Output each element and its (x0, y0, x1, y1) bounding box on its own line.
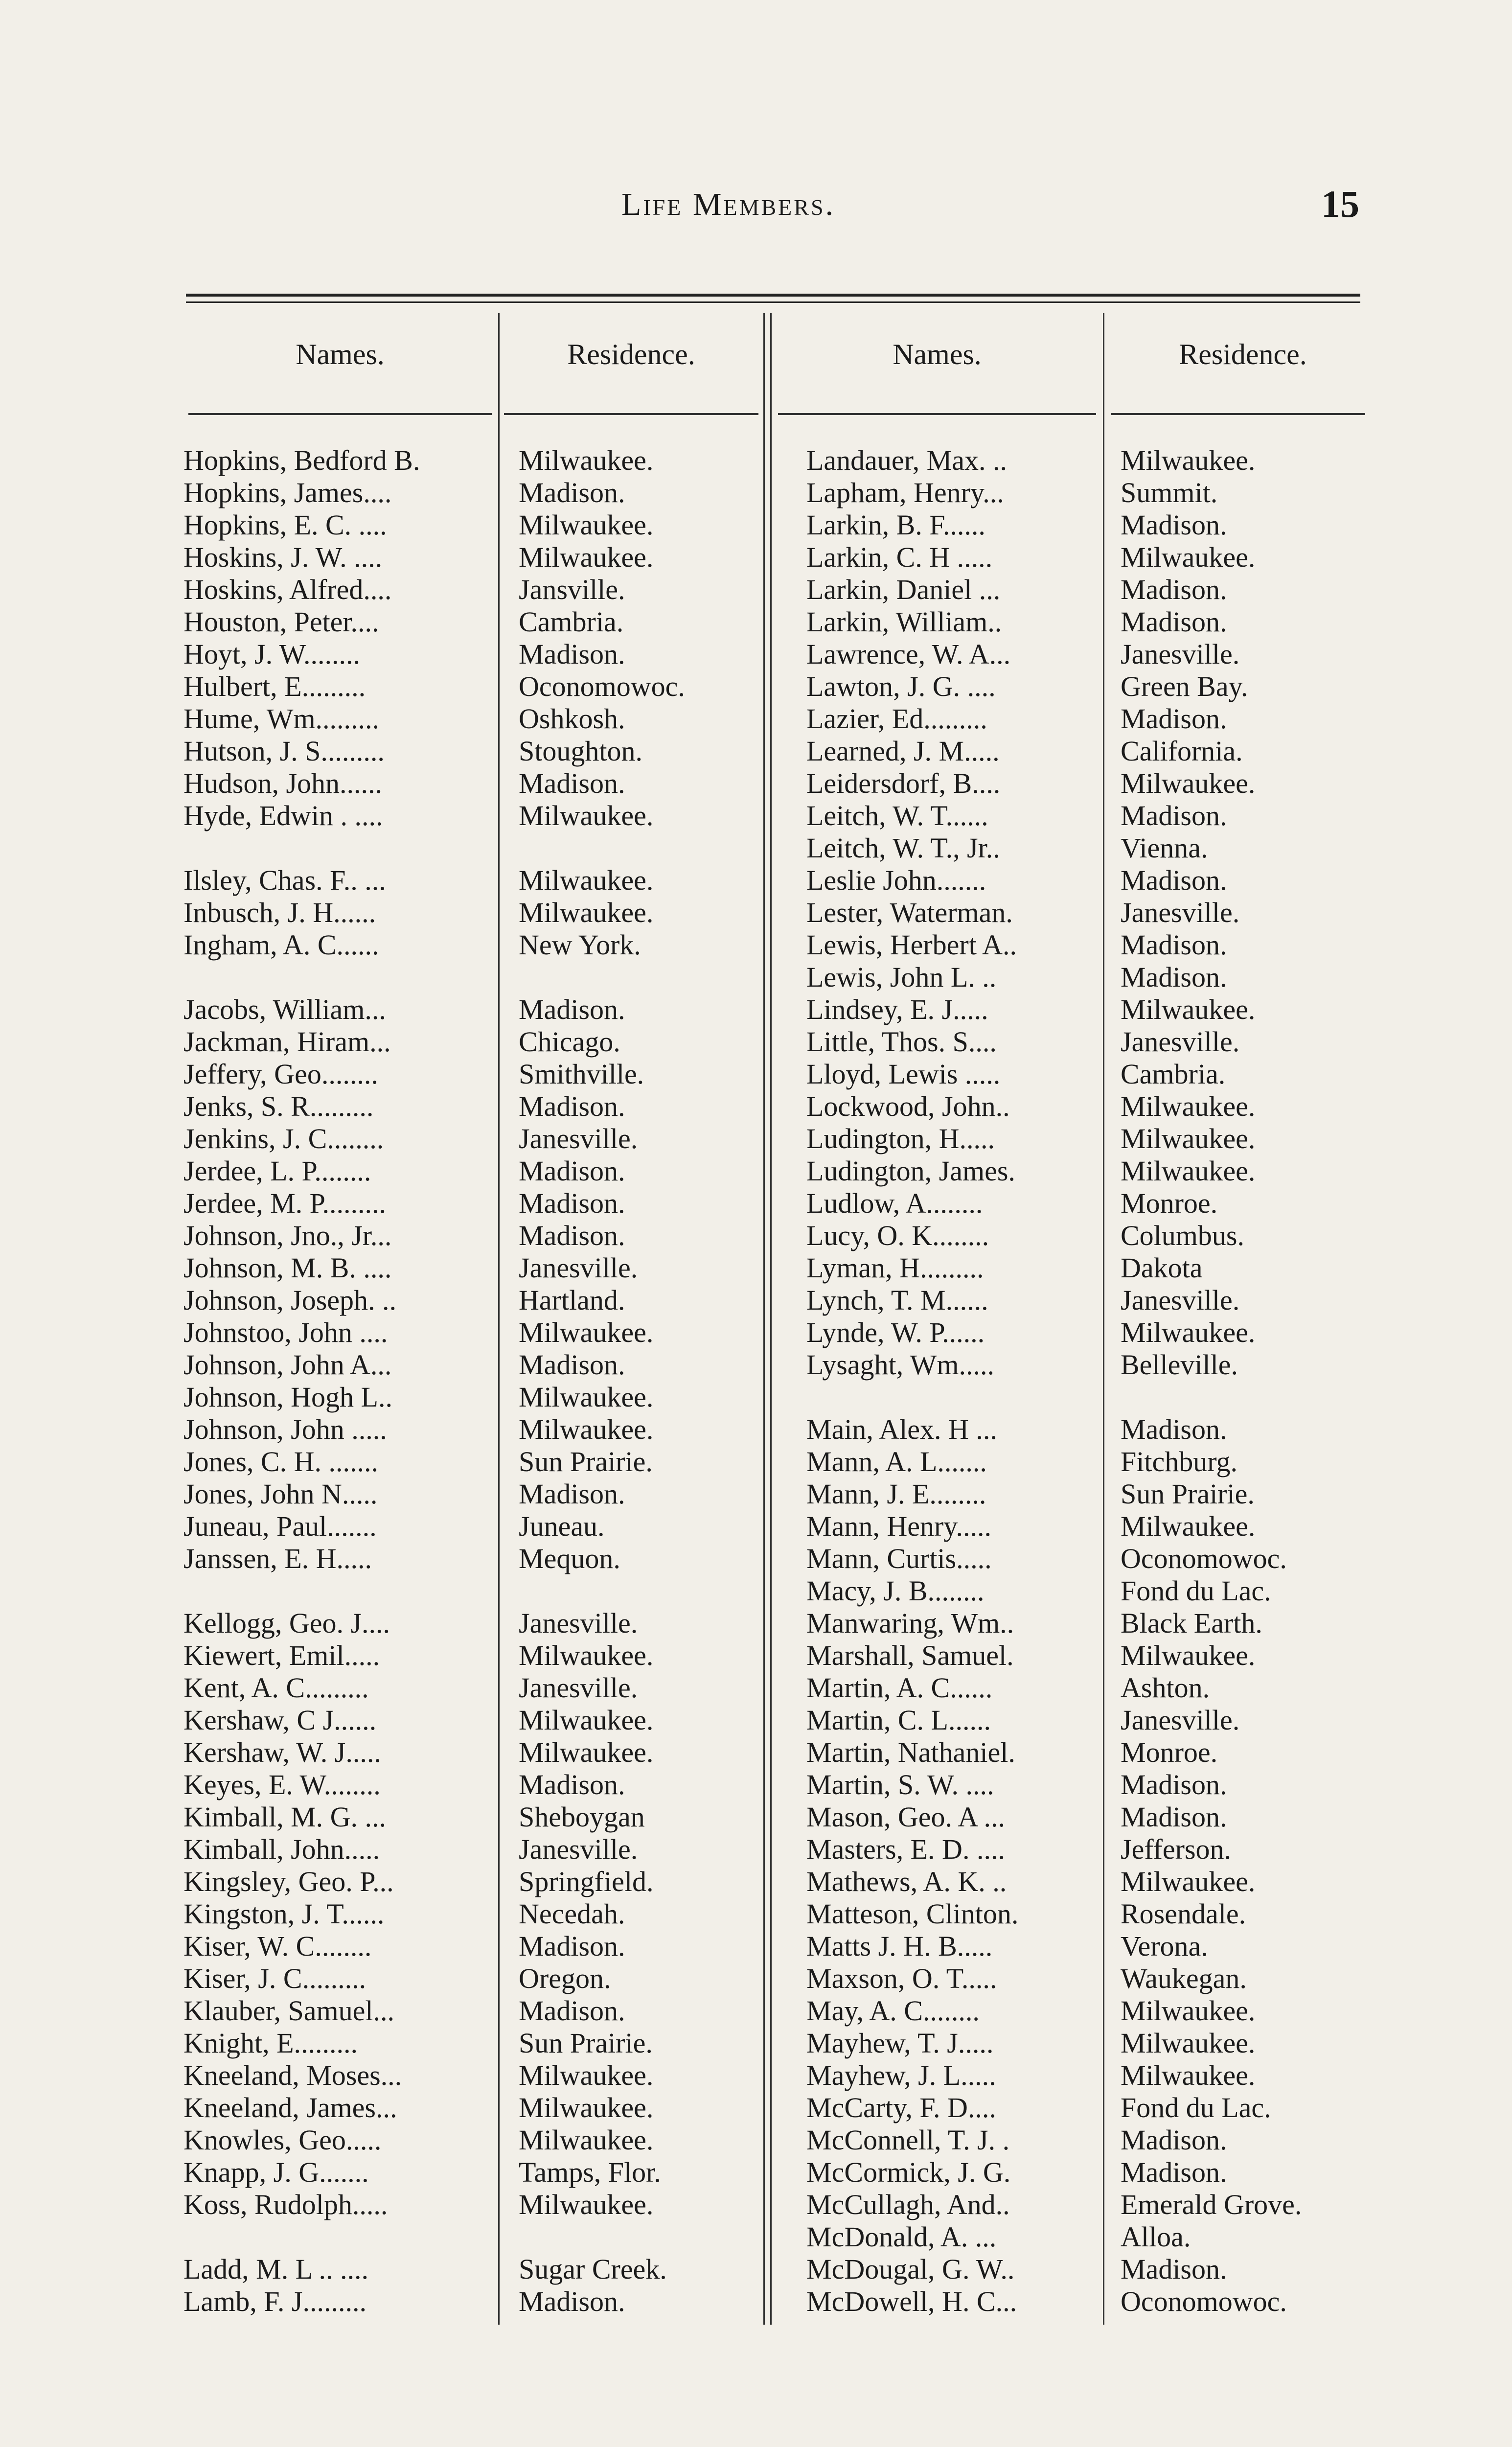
top-rule-thin (186, 301, 1360, 303)
member-residence: Hartland. (519, 1284, 625, 1316)
header-names-left: Names. (296, 338, 385, 370)
member-name: McCarty, F. D.... (806, 2092, 996, 2124)
member-residence: Madison. (1121, 2124, 1227, 2156)
member-name: Knowles, Geo..... (183, 2124, 382, 2156)
member-name: Lazier, Ed......... (806, 703, 987, 735)
member-residence: Sugar Creek. (519, 2253, 667, 2285)
member-name (183, 2221, 497, 2253)
member-residence: Alloa. (1121, 2221, 1191, 2253)
member-name: Jackman, Hiram... (183, 1026, 391, 1058)
member-residence: Milwaukee. (519, 444, 654, 476)
member-name: Hopkins, Bedford B. (183, 444, 420, 476)
member-name: Hyde, Edwin . .... (183, 800, 383, 831)
member-name: Leslie John....... (806, 864, 986, 896)
member-residence (519, 832, 763, 864)
member-name: Mann, A. L....... (806, 1446, 987, 1477)
member-residence (519, 2221, 763, 2253)
member-residence: Vienna. (1121, 832, 1208, 864)
member-name: McDonald, A. ... (806, 2221, 997, 2253)
member-name: Johnson, John ..... (183, 1413, 387, 1445)
member-name: Lysaght, Wm..... (806, 1349, 994, 1381)
member-residence: Janesville. (519, 1252, 638, 1284)
member-residence: Necedah. (519, 1898, 625, 1930)
member-residence: Cambria. (1121, 1058, 1226, 1090)
member-residence: Madison. (1121, 574, 1227, 605)
member-name: Learned, J. M..... (806, 735, 1000, 767)
member-residence: Waukegan. (1121, 1962, 1247, 1994)
member-name: Hopkins, James.... (183, 477, 392, 508)
member-name: Kiewert, Emil..... (183, 1639, 380, 1671)
member-residence: Milwaukee. (1121, 1995, 1256, 2027)
member-residence: Milwaukee. (519, 2124, 654, 2156)
member-residence: California. (1121, 735, 1243, 767)
member-residence: Madison. (1121, 2156, 1227, 2188)
member-name: Macy, J. B........ (806, 1575, 985, 1607)
member-name: Janssen, E. H..... (183, 1543, 372, 1574)
member-name: Johnson, M. B. .... (183, 1252, 392, 1284)
member-name: Hoyt, J. W........ (183, 638, 360, 670)
member-residence: Springfield. (519, 1866, 654, 1897)
member-residence: Milwaukee. (519, 509, 654, 541)
table-header (0, 338, 1512, 377)
member-residence: Madison. (1121, 864, 1227, 896)
member-residence: Sun Prairie. (519, 1446, 653, 1477)
member-name: Lewis, Herbert A.. (806, 929, 1017, 961)
member-residence: Madison. (1121, 703, 1227, 735)
member-name: May, A. C........ (806, 1995, 980, 2027)
member-name: Ludington, H..... (806, 1123, 995, 1154)
member-name: Jones, C. H. ....... (183, 1446, 378, 1477)
member-residence: Milwaukee. (1121, 1510, 1256, 1542)
member-residence: Green Bay. (1121, 670, 1248, 702)
member-residence: Milwaukee. (1121, 2027, 1256, 2059)
member-name: Hume, Wm......... (183, 703, 380, 735)
member-residence: Columbus. (1121, 1220, 1244, 1251)
member-residence (519, 961, 763, 993)
member-name: Mathews, A. K. .. (806, 1866, 1007, 1897)
member-name: Jenks, S. R......... (183, 1090, 374, 1122)
member-residence: Oconomowoc. (1121, 1543, 1287, 1574)
member-residence: New York. (519, 929, 641, 961)
member-residence: Milwaukee. (1121, 444, 1256, 476)
member-residence: Milwaukee. (1121, 993, 1256, 1025)
member-name: Ingham, A. C...... (183, 929, 379, 961)
member-name: Matteson, Clinton. (806, 1898, 1019, 1930)
member-residence: Milwaukee. (519, 1639, 654, 1671)
member-residence: Madison. (519, 2285, 625, 2317)
member-name: Johnson, John A... (183, 1349, 392, 1381)
member-residence: Madison. (519, 1220, 625, 1251)
member-residence: Monroe. (1121, 1736, 1218, 1768)
member-name: Ilsley, Chas. F.. ... (183, 864, 386, 896)
member-name: McDowell, H. C... (806, 2285, 1017, 2317)
member-name: Leitch, W. T...... (806, 800, 988, 831)
member-name: Lester, Waterman. (806, 897, 1013, 928)
member-name: Kimball, M. G. ... (183, 1801, 387, 1833)
member-name: Hulbert, E......... (183, 670, 366, 702)
member-residence: Summit. (1121, 477, 1218, 508)
member-residence: Oconomowoc. (1121, 2285, 1287, 2317)
member-name: Larkin, C. H ..... (806, 541, 993, 573)
member-name: Martin, C. L...... (806, 1704, 991, 1736)
member-name: Kellogg, Geo. J.... (183, 1607, 390, 1639)
member-name: Mason, Geo. A ... (806, 1801, 1005, 1833)
member-name: Kershaw, C J...... (183, 1704, 377, 1736)
member-name: Inbusch, J. H...... (183, 897, 376, 928)
member-residence: Fond du Lac. (1121, 1575, 1271, 1607)
member-residence: Milwaukee. (519, 1704, 654, 1736)
member-residence: Sun Prairie. (519, 2027, 653, 2059)
member-name: Lewis, John L. .. (806, 961, 997, 993)
member-name (183, 832, 497, 864)
member-residence: Milwaukee. (519, 1413, 654, 1445)
member-residence: Stoughton. (519, 735, 642, 767)
member-name: McConnell, T. J. . (806, 2124, 1010, 2156)
member-name: Houston, Peter.... (183, 606, 379, 638)
member-residence: Oshkosh. (519, 703, 625, 735)
member-residence: Milwaukee. (1121, 767, 1256, 799)
member-name: Jerdee, M. P......... (183, 1187, 387, 1219)
member-residence: Milwaukee. (519, 1316, 654, 1348)
member-name: Matts J. H. B..... (806, 1930, 993, 1962)
member-residence: Black Earth. (1121, 1607, 1262, 1639)
member-name: Lamb, F. J......... (183, 2285, 367, 2317)
header-names-right: Names. (893, 338, 982, 370)
member-residence: Madison. (1121, 606, 1227, 638)
member-name: Lawton, J. G. .... (806, 670, 996, 702)
header-underline (504, 413, 758, 415)
member-residence: Madison. (519, 1769, 625, 1801)
member-name: Klauber, Samuel... (183, 1995, 394, 2027)
member-name: Johnstoo, John .... (183, 1316, 388, 1348)
member-name: Jenkins, J. C........ (183, 1123, 384, 1154)
member-name: Ludlow, A........ (806, 1187, 983, 1219)
member-residence: Milwaukee. (519, 2189, 654, 2220)
member-residence: Oregon. (519, 1962, 611, 1994)
member-residence: Madison. (519, 993, 625, 1025)
member-name: Masters, E. D. .... (806, 1833, 1005, 1865)
running-head: Life Members. (621, 186, 836, 222)
member-residence: Sheboygan (519, 1801, 645, 1833)
member-residence: Verona. (1121, 1930, 1208, 1962)
member-name: Mann, J. E........ (806, 1478, 986, 1510)
member-name: Kimball, John..... (183, 1833, 380, 1865)
member-name: Kneeland, Moses... (183, 2059, 402, 2091)
member-name: Kneeland, James... (183, 2092, 397, 2124)
member-name: Koss, Rudolph..... (183, 2189, 388, 2220)
member-name: Mann, Curtis..... (806, 1543, 992, 1574)
header-residence-right: Residence. (1179, 338, 1307, 370)
member-name: Mayhew, T. J..... (806, 2027, 994, 2059)
member-name: Manwaring, Wm.. (806, 1607, 1014, 1639)
member-name: Kingston, J. T...... (183, 1898, 385, 1930)
member-residence: Juneau. (519, 1510, 605, 1542)
member-name (806, 1381, 1105, 1413)
member-residence: Milwaukee. (519, 2092, 654, 2124)
member-residence: Janesville. (519, 1607, 638, 1639)
member-residence (519, 1575, 763, 1607)
member-name: Lawrence, W. A... (806, 638, 1011, 670)
member-residence: Madison. (1121, 1769, 1227, 1801)
member-residence: Madison. (519, 638, 625, 670)
member-residence: Milwaukee. (519, 541, 654, 573)
header-underline (1111, 413, 1365, 415)
member-name: Ludington, James. (806, 1155, 1015, 1187)
member-residence: Cambria. (519, 606, 624, 638)
member-name: Mann, Henry..... (806, 1510, 991, 1542)
member-name: Keyes, E. W........ (183, 1769, 381, 1801)
member-name: Lucy, O. K........ (806, 1220, 989, 1251)
member-name: Hoskins, J. W. .... (183, 541, 383, 573)
member-name: McDougal, G. W.. (806, 2253, 1015, 2285)
left-residence-column (519, 444, 763, 2318)
member-residence: Jansville. (519, 574, 625, 605)
member-name: Hudson, John...... (183, 767, 383, 799)
member-residence: Oconomowoc. (519, 670, 685, 702)
header-residence-left: Residence. (567, 338, 695, 370)
member-name: Marshall, Samuel. (806, 1639, 1014, 1671)
member-residence: Madison. (1121, 2253, 1227, 2285)
member-name: Little, Thos. S.... (806, 1026, 997, 1058)
member-residence: Milwaukee. (1121, 2059, 1256, 2091)
member-name: Kershaw, W. J..... (183, 1736, 381, 1768)
column-divider (498, 313, 500, 2325)
member-residence: Milwaukee. (1121, 1155, 1256, 1187)
member-residence: Milwaukee. (1121, 1090, 1256, 1122)
member-name: Larkin, Daniel ... (806, 574, 1001, 605)
header-underline (188, 413, 492, 415)
column-divider (770, 313, 772, 2325)
member-residence: Madison. (519, 1349, 625, 1381)
member-residence: Madison. (519, 1187, 625, 1219)
member-residence: Rosendale. (1121, 1898, 1246, 1930)
member-residence: Jefferson. (1121, 1833, 1232, 1865)
member-name: Hopkins, E. C. .... (183, 509, 387, 541)
member-name: Lindsey, E. J..... (806, 993, 988, 1025)
member-name: Knapp, J. G....... (183, 2156, 369, 2188)
member-residence: Milwaukee. (1121, 1639, 1256, 1671)
member-name: Leitch, W. T., Jr.. (806, 832, 1000, 864)
member-residence: Madison. (1121, 800, 1227, 831)
member-residence: Fitchburg. (1121, 1446, 1237, 1477)
member-residence: Madison. (1121, 1413, 1227, 1445)
member-residence: Milwaukee. (1121, 1866, 1256, 1897)
member-residence: Janesville. (519, 1833, 638, 1865)
member-residence: Janesville. (519, 1123, 638, 1154)
top-rule (186, 294, 1360, 297)
member-residence: Chicago. (519, 1026, 620, 1058)
member-residence: Sun Prairie. (1121, 1478, 1255, 1510)
member-name: Kiser, J. C......... (183, 1962, 367, 1994)
member-name: Main, Alex. H ... (806, 1413, 997, 1445)
member-name: Lapham, Henry... (806, 477, 1004, 508)
member-name: Hutson, J. S......... (183, 735, 385, 767)
member-name: Johnson, Joseph. .. (183, 1284, 397, 1316)
member-residence: Madison. (519, 1930, 625, 1962)
member-residence: Madison. (1121, 509, 1227, 541)
member-residence: Ashton. (1121, 1672, 1210, 1704)
member-residence: Janesville. (1121, 1026, 1240, 1058)
member-residence: Madison. (519, 1155, 625, 1187)
member-residence: Madison. (519, 1478, 625, 1510)
member-name: Lyman, H......... (806, 1252, 984, 1284)
member-name: Hoskins, Alfred.... (183, 574, 392, 605)
member-name: Johnson, Hogh L.. (183, 1381, 392, 1413)
member-name: Ladd, M. L .. .... (183, 2253, 369, 2285)
member-residence: Milwaukee. (519, 800, 654, 831)
member-name: Lynch, T. M...... (806, 1284, 988, 1316)
header-underline (778, 413, 1096, 415)
member-residence: Madison. (519, 477, 625, 508)
member-name: Jerdee, L. P........ (183, 1155, 371, 1187)
member-name: Landauer, Max. .. (806, 444, 1007, 476)
member-residence: Belleville. (1121, 1349, 1238, 1381)
member-residence: Dakota (1121, 1252, 1203, 1284)
member-residence: Milwaukee. (519, 1736, 654, 1768)
member-name: Maxson, O. T..... (806, 1962, 997, 1994)
member-residence: Smithville. (519, 1058, 644, 1090)
member-residence: Tamps, Flor. (519, 2156, 661, 2188)
member-residence: Emerald Grove. (1121, 2189, 1302, 2220)
member-name: Martin, Nathaniel. (806, 1736, 1015, 1768)
page-number: 15 (1321, 183, 1359, 225)
member-residence: Milwaukee. (519, 864, 654, 896)
member-name: Jones, John N..... (183, 1478, 378, 1510)
member-name: Martin, S. W. .... (806, 1769, 994, 1801)
member-name: Jeffery, Geo........ (183, 1058, 378, 1090)
member-residence: Madison. (519, 767, 625, 799)
member-name: Kiser, W. C........ (183, 1930, 372, 1962)
member-residence: Janesville. (519, 1672, 638, 1704)
member-name: Juneau, Paul....... (183, 1510, 377, 1542)
member-name: Jacobs, William... (183, 993, 386, 1025)
member-name (183, 1575, 497, 1607)
member-residence: Janesville. (1121, 897, 1240, 928)
member-name: Martin, A. C...... (806, 1672, 993, 1704)
member-name: Lloyd, Lewis ..... (806, 1058, 1001, 1090)
right-names-column (806, 444, 1105, 2318)
member-name: Kingsley, Geo. P... (183, 1866, 394, 1897)
member-name: McCullagh, And.. (806, 2189, 1010, 2220)
member-residence: Janesville. (1121, 1704, 1240, 1736)
member-name: Kent, A. C......... (183, 1672, 369, 1704)
member-residence: Monroe. (1121, 1187, 1218, 1219)
member-residence: Janesville. (1121, 1284, 1240, 1316)
member-residence: Janesville. (1121, 638, 1240, 670)
member-name: Lynde, W. P...... (806, 1316, 985, 1348)
member-name: McCormick, J. G. (806, 2156, 1011, 2188)
member-residence: Madison. (1121, 961, 1227, 993)
member-residence: Milwaukee. (1121, 1123, 1256, 1154)
member-residence: Milwaukee. (519, 897, 654, 928)
member-residence: Milwaukee. (1121, 1316, 1256, 1348)
member-residence: Madison. (519, 1995, 625, 2027)
left-names-column (183, 444, 497, 2318)
member-residence: Madison. (1121, 929, 1227, 961)
member-residence: Madison. (519, 1090, 625, 1122)
member-name: Larkin, B. F...... (806, 509, 985, 541)
member-residence: Madison. (1121, 1801, 1227, 1833)
member-name: Leidersdorf, B.... (806, 767, 1001, 799)
member-name: Mayhew, J. L..... (806, 2059, 996, 2091)
member-name: Johnson, Jno., Jr... (183, 1220, 392, 1251)
member-residence: Mequon. (519, 1543, 620, 1574)
member-name: Lockwood, John.. (806, 1090, 1010, 1122)
member-residence: Milwaukee. (519, 2059, 654, 2091)
right-residence-column (1121, 444, 1390, 2318)
member-residence: Fond du Lac. (1121, 2092, 1271, 2124)
member-residence (1121, 1381, 1390, 1413)
member-residence: Milwaukee. (519, 1381, 654, 1413)
member-name: Larkin, William.. (806, 606, 1002, 638)
column-divider (763, 313, 765, 2325)
member-residence: Milwaukee. (1121, 541, 1256, 573)
member-name (183, 961, 497, 993)
member-name: Knight, E......... (183, 2027, 358, 2059)
